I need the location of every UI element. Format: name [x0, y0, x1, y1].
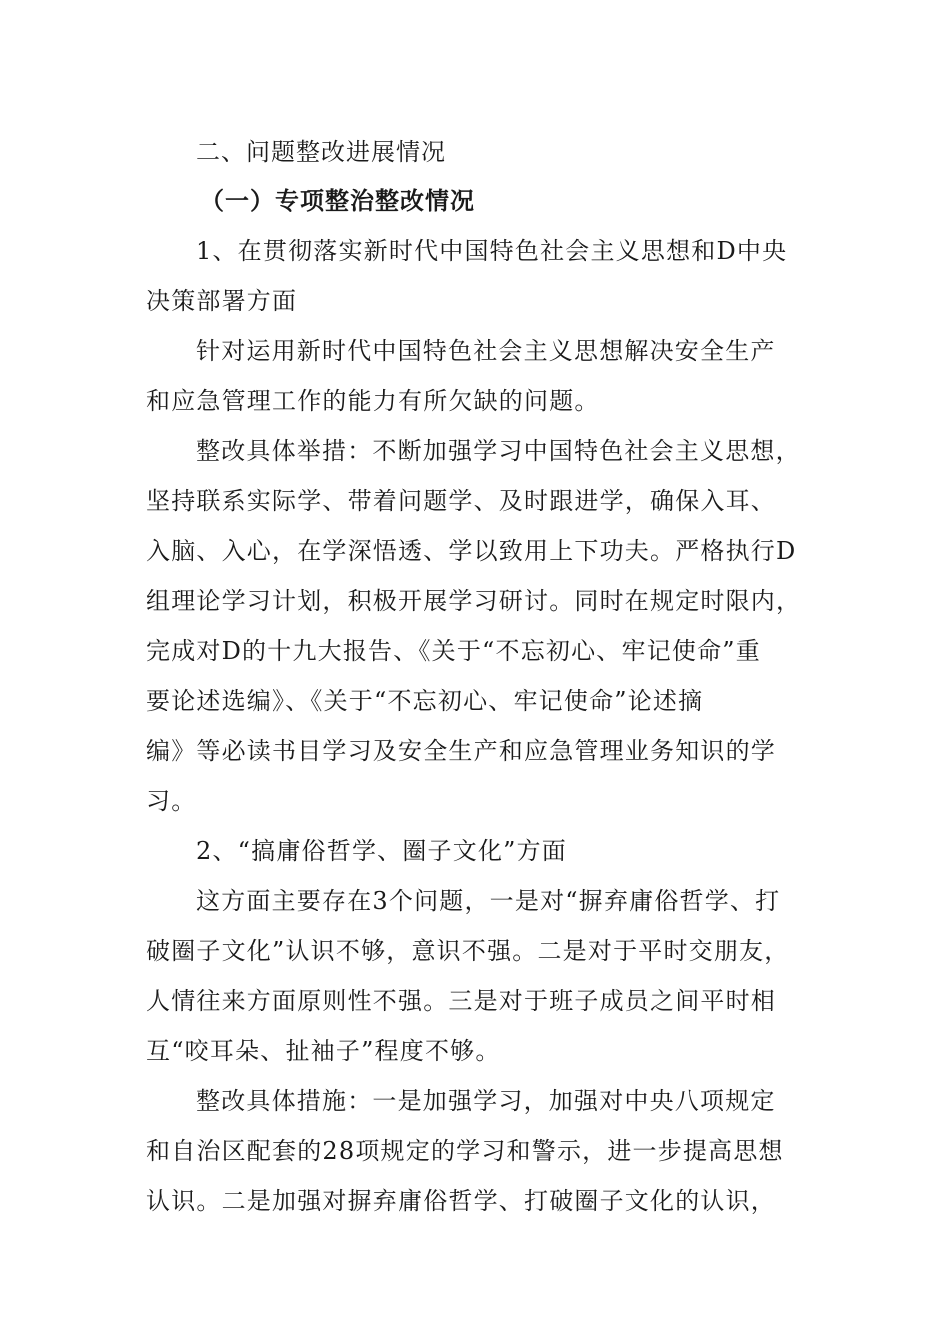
body-line: 针对运用新时代中国特色社会主义思想解决安全生产	[196, 337, 776, 365]
body-line: 和应急管理工作的能力有所欠缺的问题。	[146, 387, 600, 415]
body-line: 1、在贯彻落实新时代中国特色社会主义思想和D中央	[196, 237, 788, 265]
body-line: 入脑、入心，在学深悟透、学以致用上下功夫。严格执行D	[146, 537, 797, 565]
body-line: 2、“搞庸俗哲学、圈子文化”方面	[196, 837, 568, 865]
body-line: 认识。二是加强对摒弃庸俗哲学、打破圈子文化的认识，	[146, 1187, 776, 1215]
body-line: 整改具体措施：一是加强学习，加强对中央八项规定	[196, 1087, 776, 1115]
body-line: 完成对D的十九大报告、《关于“不忘初心、牢记使命”重	[146, 637, 761, 665]
body-line: 要论述选编》、《关于“不忘初心、牢记使命”论述摘	[146, 687, 704, 715]
body-line: 整改具体举措：不断加强学习中国特色社会主义思想，	[196, 437, 801, 465]
section-heading: 二、问题整改进展情况	[196, 138, 446, 166]
body-line: 习。	[146, 787, 197, 815]
body-line: 决策部署方面	[146, 287, 298, 315]
body-line: 这方面主要存在3个问题，一是对“摒弃庸俗哲学、打	[196, 887, 781, 915]
subsection-heading: （一）专项整治整改情况	[200, 187, 475, 215]
body-line: 组理论学习计划，积极开展学习研讨。同时在规定时限内，	[146, 587, 802, 615]
body-line: 人情往来方面原则性不强。三是对于班子成员之间平时相	[146, 987, 776, 1015]
body-line: 破圈子文化”认识不够，意识不强。二是对于平时交朋友，	[146, 937, 790, 965]
body-line: 和自治区配套的28项规定的学习和警示，进一步提高思想	[146, 1137, 784, 1165]
body-line: 编》等必读书目学习及安全生产和应急管理业务知识的学	[146, 737, 776, 765]
body-line: 互“咬耳朵、扯袖子”程度不够。	[146, 1037, 501, 1065]
body-line: 坚持联系实际学、带着问题学、及时跟进学，确保入耳、	[146, 487, 776, 515]
